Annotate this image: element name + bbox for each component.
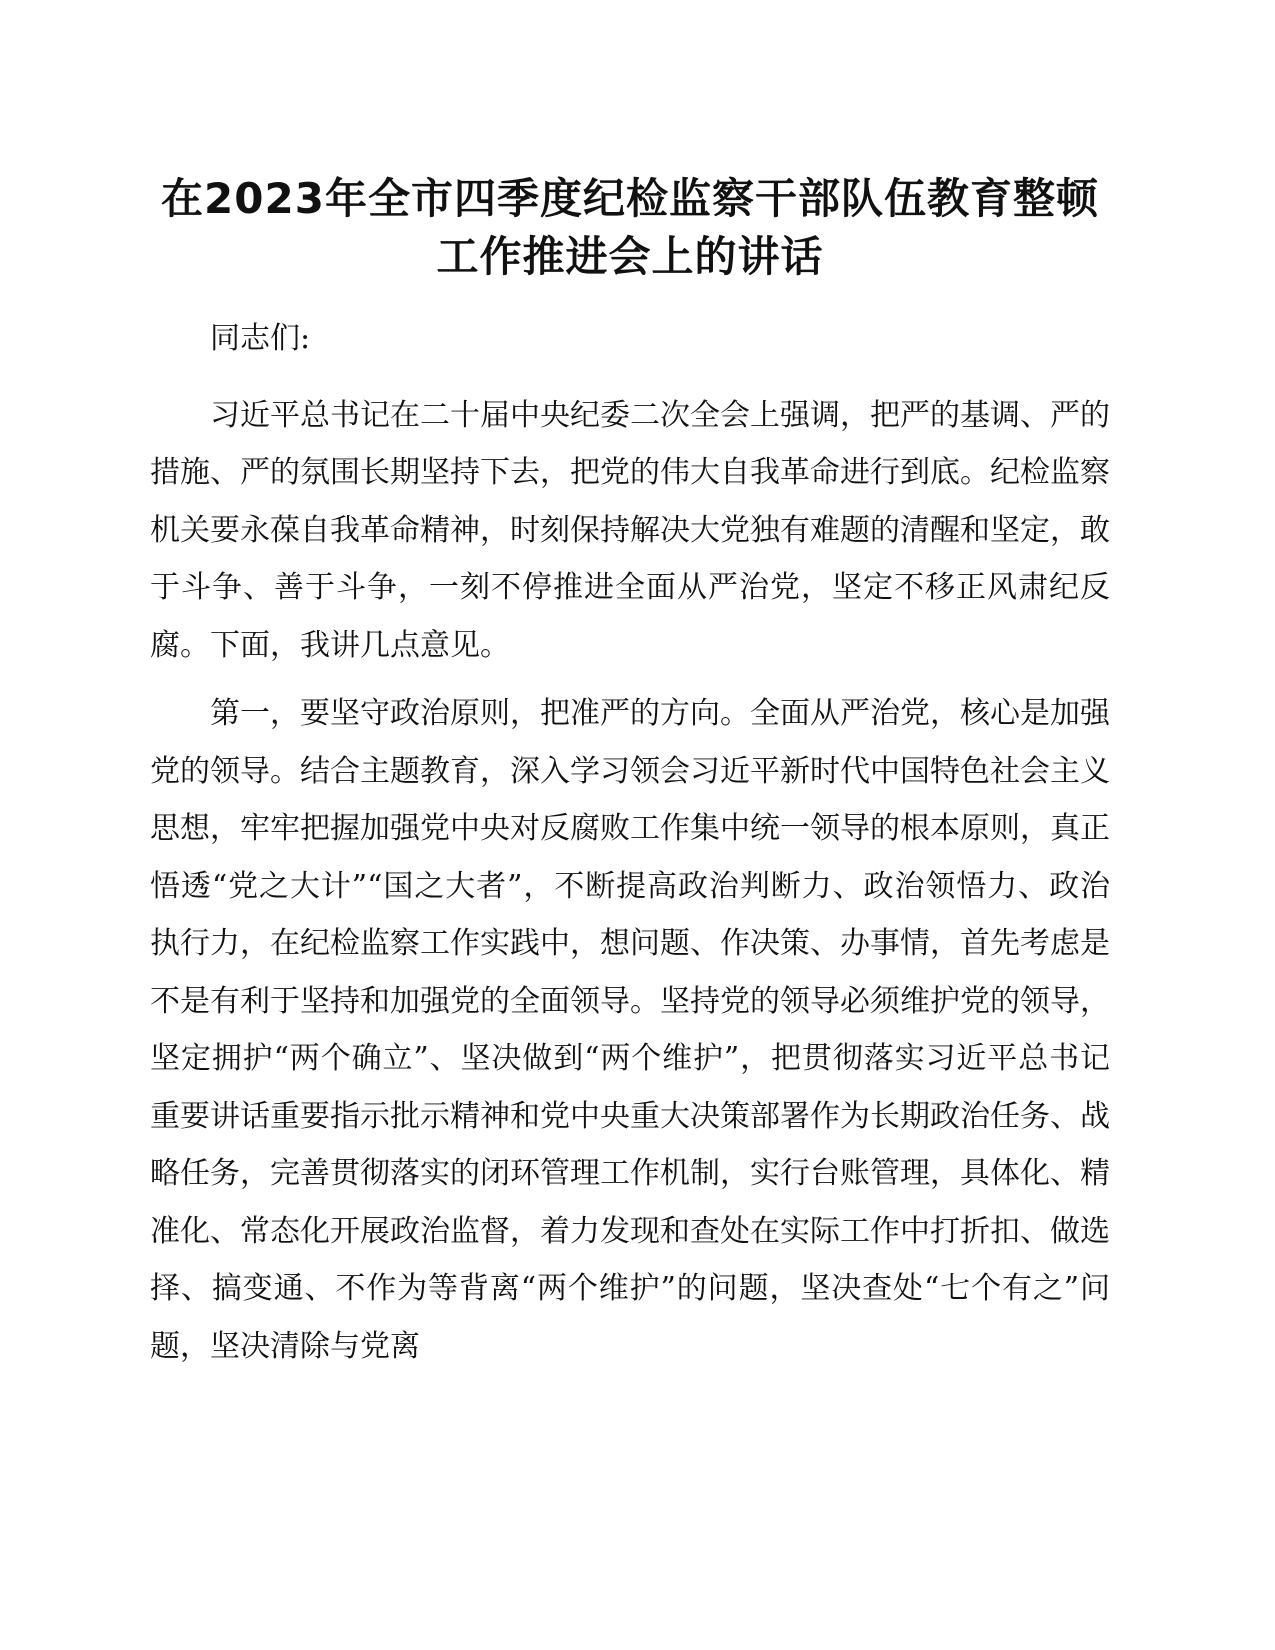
paragraph-first-point: 第一，要坚守政治原则，把准严的方向。全面从严治党，核心是加强党的领导。结合主题教育，深入学习领会习近平新时代中国特色社会主义思想，牢牢把握加强党中央对反腐败工作集中统一领导的根本原则，真正悟透“党之大计”“国之大者”，不断提高政治判断力、政治领悟力、政治执行力，在纪检监察工作实践中，想问题、作决策、办事情，首先考虑是不是有利于坚持和加强党的全面领导。坚持党的领导必须维护党的领导，坚定拥护“两个确立”、坚决做到“两个维护”，把贯彻落实习近平总书记重要讲话重要指示批示精神和党中央重大决策部署作为长期政治任务、战略任务，完善贯彻落实的闭环管理工作机制，实行台账管理，具体化、精准化、常态化开展政治监督，着力发现和查处在实际工作中打折扣、做选择、搞变通、不作为等背离“两个维护”的问题，坚决查处“七个有之”问题，坚决清除与党离 (150, 696, 1110, 1364)
document-body (150, 310, 1110, 1386)
title-line-1: 在2023年全市四季度纪检监察干部队伍教育整顿 (161, 174, 1099, 223)
salutation: 同志们: (210, 321, 311, 356)
paragraph-intro: 习近平总书记在二十届中央纪委二次全会上强调，把严的基调、严的措施、严的氛围长期坚持下去，把党的伟大自我革命进行到底。纪检监察机关要永葆自我革命精神，时刻保持解决大党独有难题的清醒和坚定，敢于斗争、善于斗争，一刻不停推进全面从严治党，坚定不移正风肃纪反腐。下面，我讲几点意见。 (150, 397, 1110, 663)
title-line-2: 工作推进会上的讲话 (436, 232, 824, 281)
document-title (150, 170, 1110, 286)
